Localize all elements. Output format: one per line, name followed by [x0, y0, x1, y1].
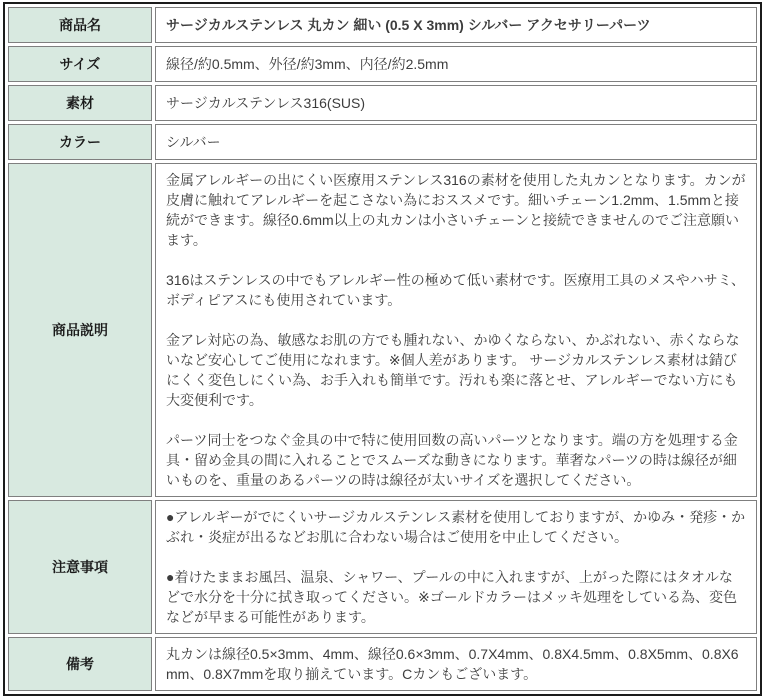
table-row-remarks: [8, 637, 757, 691]
row-value-product-name: [155, 7, 757, 43]
description-paragraph-3: 金アレ対応の為、敏感なお肌の方でも腫れない、かゆくならない、かぶれない、赤くならないなど安心してご使用になれます。※個人差があります。 サージカルステンレス素材は錆びにくく変色しにくい為、お手入れも簡単です。汚れも楽に落とせ、アレルギーでない方にも大変便利です。: [166, 332, 740, 408]
row-value-description: [155, 163, 757, 497]
row-value-precautions: [155, 500, 757, 634]
table-row-material: [8, 85, 757, 121]
description-paragraph-2: 316はステンレスの中でもアレルギー性の極めて低い素材です。医療用工具のメスやハサミ、ボディピアスにも使用されています。: [166, 272, 746, 308]
table-row-size: [8, 46, 757, 82]
row-value-material: [155, 85, 757, 121]
table-row-description: [8, 163, 757, 497]
row-label-description: 商品説明: [8, 163, 152, 497]
remarks-text: 丸カンは線径0.5×3mm、4mm、線径0.6×3mm、0.7X4mm、0.8X4.5mm、0.8X5mm、0.8X6mm、0.8X7mmを取り揃えています。Cカンもございます。: [166, 646, 739, 682]
product-spec-table: [3, 2, 762, 696]
row-label-precautions: 注意事項: [8, 500, 152, 634]
row-value-color: [155, 124, 757, 160]
description-paragraph-4: パーツ同士をつなぐ金具の中で特に使用回数の高いパーツとなります。端の方を処理する金具・留め金具の間に入れることでスムーズな動きになります。華奢なパーツの時は線径が細いものを、重量のあるパーツの時は線径が太いサイズを選択してください。: [166, 432, 738, 488]
precautions-paragraph-2: ●着けたままお風呂、温泉、シャワー、プールの中に入れますが、上がった際にはタオルなどで水分を十分に拭き取ってください。※ゴールドカラーはメッキ処理をしている為、変色などが早まる可能性があります。: [166, 569, 738, 625]
precautions-paragraph-1: ●アレルギーがでにくいサージカルステンレス素材を使用しておりますが、かゆみ・発疹・かぶれ・炎症が出るなどお肌に合わない場合はご使用を中止してください。: [166, 509, 746, 545]
description-paragraph-1: 金属アレルギーの出にくい医療用ステンレス316の素材を使用した丸カンとなります。カンが皮膚に触れてアレルギーを起こさない為におススメです。細いチェーン1.2mm、1.5mmと接続ができます。線径0.6mm以上の丸カンは小さいチェーンと接続できませんのでご注意願います。: [166, 172, 746, 248]
row-label-size: サイズ: [8, 46, 152, 82]
table-row-product-name: [8, 7, 757, 43]
row-label-product-name: 商品名: [8, 7, 152, 43]
product-name-text: サージカルステンレス 丸カン 細い (0.5 X 3mm) シルバー アクセサリーパーツ: [166, 17, 651, 33]
color-text: シルバー: [166, 134, 221, 150]
row-label-color: カラー: [8, 124, 152, 160]
row-value-remarks: [155, 637, 757, 691]
material-text: サージカルステンレス316(SUS): [166, 95, 366, 111]
row-label-remarks: 備考: [8, 637, 152, 691]
row-value-size: [155, 46, 757, 82]
row-label-material: 素材: [8, 85, 152, 121]
table-row-color: [8, 124, 757, 160]
table-row-precautions: [8, 500, 757, 634]
size-text: 線径/約0.5mm、外径/約3mm、内径/約2.5mm: [166, 56, 449, 72]
